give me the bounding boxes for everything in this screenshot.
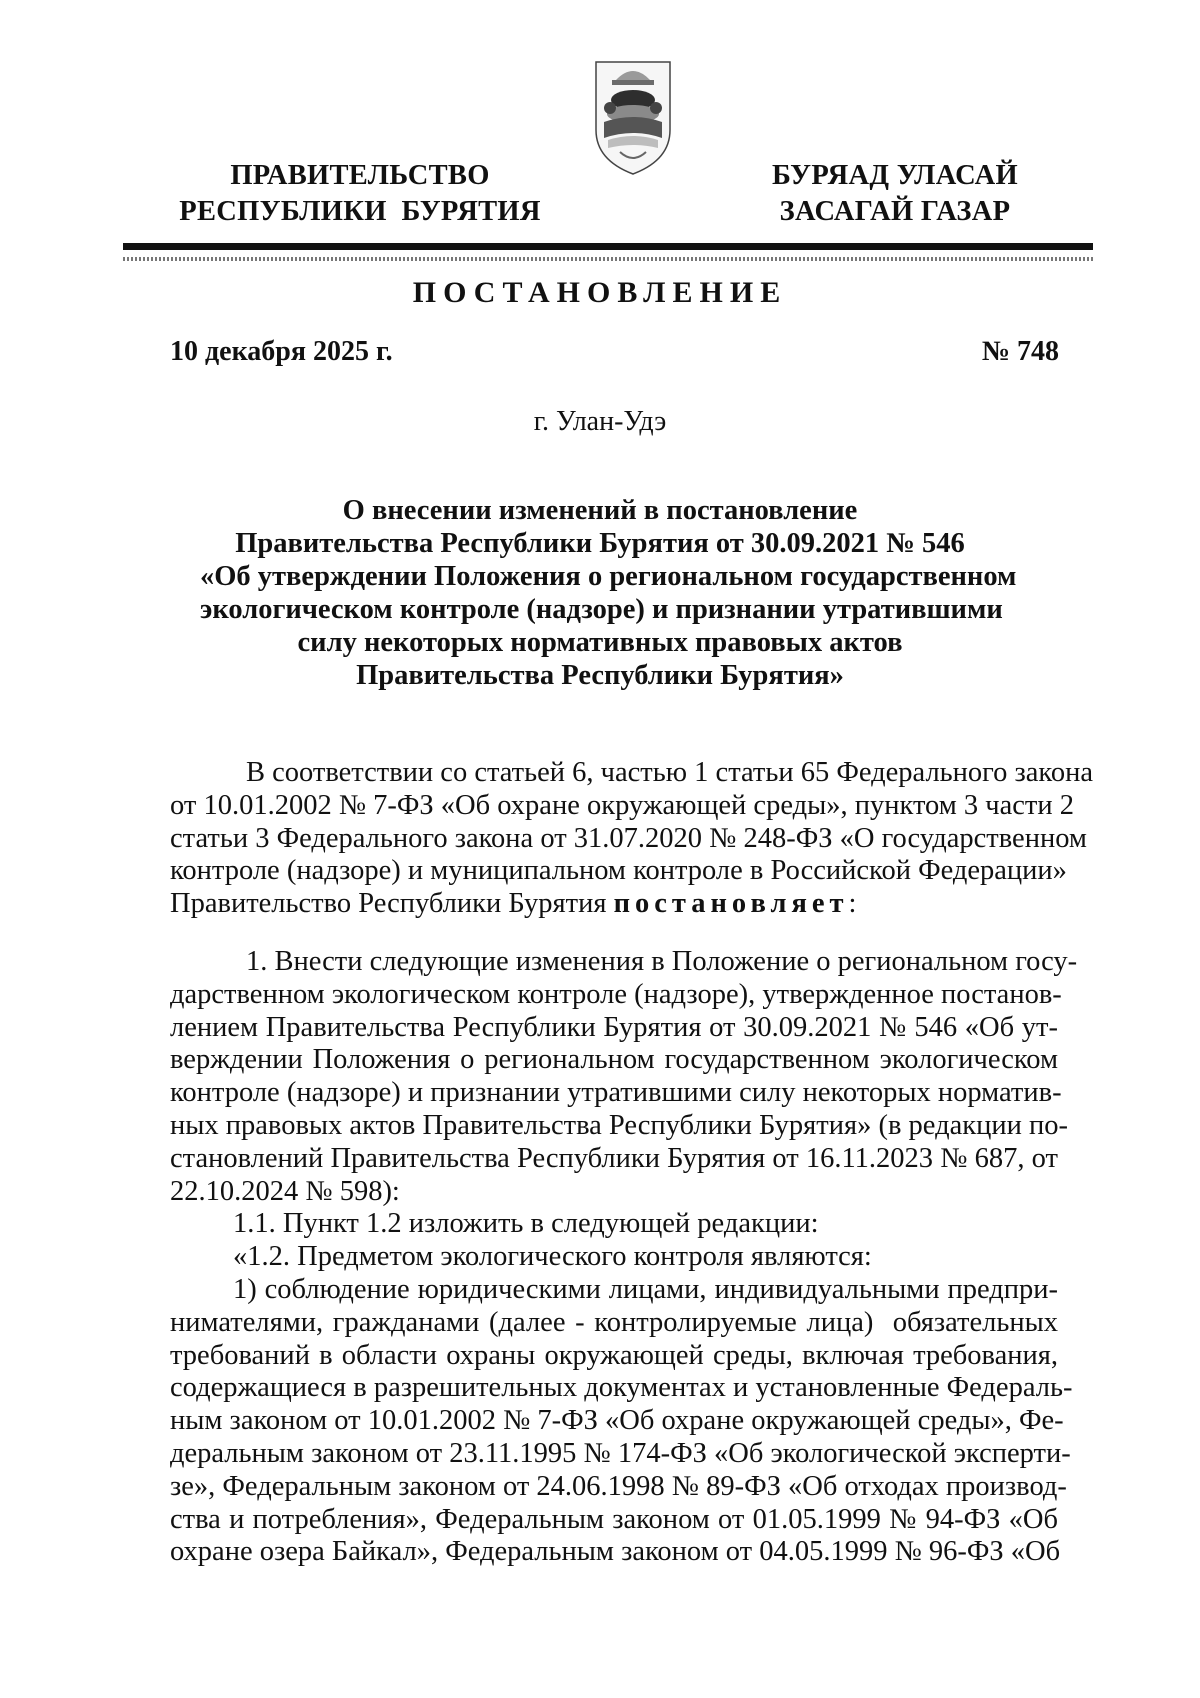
document-type: ПОСТАНОВЛЕНИЕ: [412, 276, 788, 309]
subitem-1-line: требований в области охраны окружающей среды, включая требования,: [170, 1339, 1058, 1371]
subitem-1-line: ства и потребления», Федеральным законом от 01.05.1999 № 94-ФЗ «Об: [170, 1503, 1058, 1535]
coat-of-arms-icon: [590, 56, 676, 178]
subitem-1-line: нимателями, гражданами (далее - контролируемые лица) обязательных: [170, 1306, 1058, 1338]
header-divider-thin: [123, 257, 1093, 261]
subitem-1-line: содержащиеся в разрешительных документах и установленные Федераль-: [170, 1372, 1073, 1404]
document-title: [200, 494, 1017, 692]
subitem-1-line: охране озера Байкал», Федеральным законом от 04.05.1999 № 96-ФЗ «Об: [170, 1536, 1061, 1568]
item-1-line: 1. Внести следующие изменения в Положение о региональном госу-: [246, 946, 1078, 977]
document-number: № 748: [981, 336, 1059, 367]
title-line: Правительства Республики Бурятия от 30.09.2021 № 546: [235, 528, 965, 559]
title-line: силу некоторых нормативных правовых актов: [297, 627, 903, 658]
issuer-bua-line-2: ЗАСАГАЙ ГАЗАР: [779, 196, 1011, 227]
item-1-line: 22.10.2024 № 598):: [170, 1175, 400, 1207]
document-city: г. Улан-Удэ: [533, 406, 667, 437]
item-1-line: верждении Положения о региональном государственном экологическом: [170, 1044, 1058, 1076]
item-1-line: лением Правительства Республики Бурятия от 30.09.2021 № 546 «Об ут-: [170, 1011, 1058, 1043]
title-line: Правительства Республики Бурятия»: [356, 660, 844, 691]
item-1-line: контроле (надзоре) и признании утратившими силу некоторых норматив-: [170, 1077, 1062, 1109]
issuer-ru-line-1: ПРАВИТЕЛЬСТВО: [230, 160, 490, 191]
issuer-name-russian: [160, 158, 560, 230]
subitem-1-line: деральным законом от 23.11.1995 № 174-ФЗ «Об экологической эксперти-: [170, 1437, 1071, 1469]
item-1-paragraph: [170, 946, 1078, 1569]
issuer-ru-line-2: РЕСПУБЛИКИ БУРЯТИЯ: [179, 196, 541, 227]
preamble-line: от 10.01.2002 № 7-ФЗ «Об охране окружающей среды», пунктом 3 части 2: [170, 789, 1075, 821]
subitem-1-line: ным законом от 10.01.2002 № 7-ФЗ «Об охране окружающей среды», Фе-: [170, 1405, 1064, 1437]
item-1-line: становлений Правительства Республики Бурятия от 16.11.2023 № 687, от: [170, 1142, 1058, 1174]
title-line: О внесении изменений в постановление: [342, 495, 858, 526]
issuer-name-buryat: [745, 158, 1045, 230]
preamble-subject: Правительство Республики Бурятия: [170, 888, 614, 920]
subitem-1-1: 1.1. Пункт 1.2 изложить в следующей редакции:: [233, 1208, 819, 1240]
subitem-1-line: 1) соблюдение юридическими лицами, индивидуальными предпри-: [233, 1273, 1058, 1305]
item-1-line: ных правовых актов Правительства Республики Бурятия» (в редакции по-: [170, 1109, 1068, 1141]
preamble-paragraph: [170, 757, 1093, 921]
title-line: «Об утверждении Положения о региональном государственном: [200, 561, 1017, 592]
preamble-colon: :: [848, 888, 857, 920]
quote-start: «1.2. Предметом экологического контроля являются:: [233, 1241, 872, 1273]
resolves-word: постановляет: [613, 888, 849, 920]
item-1-line: дарственном экологическом контроле (надзоре), утвержденное постанов-: [170, 978, 1062, 1010]
preamble-line: В соответствии со статьей 6, частью 1 статьи 65 Федерального закона: [246, 757, 1093, 788]
preamble-line-last: [170, 888, 1058, 921]
subitem-1-line: зе», Федеральным законом от 24.06.1998 № 89-ФЗ «Об отходах производ-: [170, 1470, 1067, 1502]
document-date: 10 декабря 2025 г.: [170, 336, 393, 367]
issuer-bua-line-1: БУРЯАД УЛАСАЙ: [771, 160, 1018, 191]
preamble-line: контроле (надзоре) и муниципальном контроле в Российской Федерации»: [170, 855, 1067, 887]
title-line: экологическом контроле (надзоре) и признании утратившими: [200, 594, 1003, 625]
header-divider-thick: [123, 243, 1093, 250]
preamble-line: статьи 3 Федерального закона от 31.07.2020 № 248-ФЗ «О государственном: [170, 822, 1087, 854]
